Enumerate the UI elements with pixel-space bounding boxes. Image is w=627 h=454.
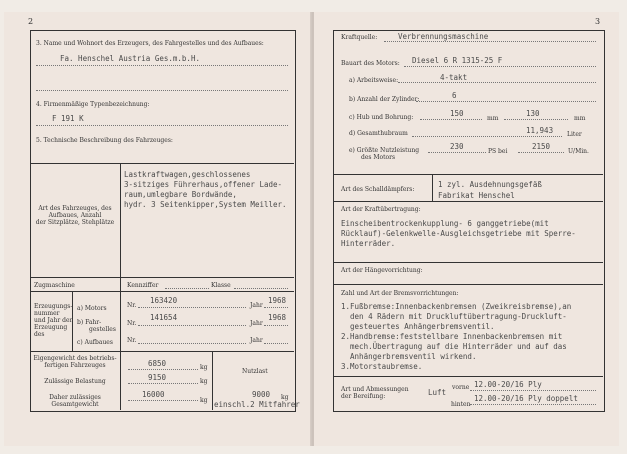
nr-label: Nr. <box>127 337 137 344</box>
klasse-label: Klasse <box>211 282 231 289</box>
kg-unit: kg <box>200 364 208 371</box>
vehicle-type-value-line: Lastkraftwagen,geschlossenes <box>124 170 251 179</box>
dotted-line <box>470 390 596 391</box>
kg-unit: kg <box>281 394 289 401</box>
dotted-line <box>138 325 246 326</box>
manufacturer-value: Fa. Henschel Austria Ges.m.b.H. <box>60 54 200 63</box>
power-ps-value: 230 <box>450 142 464 151</box>
dotted-line <box>36 90 288 91</box>
brakes-value-line: 1.Fußbremse:Innenbackenbremsen (Zweikreisbremse),an <box>341 302 572 311</box>
brakes-value-line: 2.Handbremse:feststellbare Innenbackenbremsen mit <box>341 332 563 341</box>
power-label: e) Größte Nutzleistung des Motors <box>349 147 420 161</box>
empty-weight-value: 6850 <box>148 359 167 368</box>
rule <box>333 174 603 175</box>
rear-tire-value: 12.00-20/16 Ply doppelt <box>474 394 578 403</box>
tires-luft: Luft <box>428 388 447 397</box>
kg-unit: kg <box>200 397 208 404</box>
jahr-label: Jahr <box>250 320 263 327</box>
brakes-value-line: den 4 Rädern mit Druckluftübertragung-Druckluft- <box>341 312 567 321</box>
front-tire-label: vorne <box>452 384 470 391</box>
dotted-line <box>428 152 486 153</box>
transmission-label: Art der Kraftübertragung: <box>341 206 421 213</box>
nr-label: Nr. <box>127 302 137 309</box>
brakes-value-line: gesteuertes Anhängerbremsventil. <box>341 322 495 331</box>
tires-label: Art und Abmessungen der Bereifung: <box>341 386 409 400</box>
rule <box>120 163 121 410</box>
front-tire-value: 12.00-20/16 Ply <box>474 380 542 389</box>
working-mode-label: a) Arbeitsweise: <box>349 77 399 84</box>
suspension-label: Art der Hängevorrichtung: <box>341 267 423 274</box>
load-label: Zulässige Belastung <box>44 378 106 385</box>
rule <box>333 284 603 285</box>
rule <box>212 351 213 410</box>
muffler-value-line: Fabrikat Henschel <box>438 191 515 200</box>
chassis-number: 141654 <box>150 313 178 322</box>
production-number-label: Erzeugungs- nummer und Jahr der Erzeugung des <box>34 303 73 338</box>
dotted-line <box>138 307 246 308</box>
dotted-line <box>404 66 596 67</box>
dotted-line <box>234 288 288 289</box>
rule <box>30 277 294 278</box>
engine-type-value: Diesel 6 R 1315-25 F <box>412 56 503 65</box>
transmission-value-line: Rücklauf)-Gelenkwelle-Ausgleichsgetriebe mit Sperre- <box>341 229 576 238</box>
dotted-line <box>504 119 568 120</box>
kennziffer-label: Kennziffer <box>127 282 159 289</box>
dotted-line <box>128 383 198 384</box>
vehicle-type-label: Art des Fahrzeuges, des Aufbaues, Anzahl der Sitzplätze, Stehplätze <box>35 205 115 226</box>
muffler-label: Art des Schalldämpfers: <box>341 186 415 193</box>
power-source-value: Verbrennungsmaschine <box>398 32 489 41</box>
power-rpm-value: 2150 <box>532 142 551 151</box>
zugmaschine-label: Zugmaschine <box>34 282 75 289</box>
dotted-line <box>518 152 564 153</box>
brakes-value-line: mech.Übertragung auf die Hinterräder und auf das <box>341 342 567 351</box>
nr-label: Nr. <box>127 320 137 327</box>
motor-year: 1968 <box>268 296 287 305</box>
dotted-line <box>420 119 482 120</box>
motor-number: 163420 <box>150 296 178 305</box>
rear-tire-label: hinten <box>451 401 471 408</box>
dotted-line <box>416 101 596 102</box>
rule <box>30 291 294 292</box>
vehicle-type-value-line: hydr. 3 Seitenkipper,System Meiller. <box>124 200 287 209</box>
type-designation-value: F 191 K <box>52 114 84 123</box>
left-page-number: 2 <box>28 17 34 26</box>
dotted-line <box>138 343 246 344</box>
dotted-line <box>264 307 288 308</box>
vehicle-type-value-line: 3-sitziges Führerhaus,offener Lade- <box>124 180 283 189</box>
power-source-label: Kraftquelle: <box>341 34 378 41</box>
engine-type-label: Bauart des Motors: <box>341 60 400 67</box>
displacement-label: d) Gesamthubraum <box>349 130 408 137</box>
mm-unit: mm <box>574 115 586 122</box>
rule <box>333 201 603 202</box>
muffler-value-line: 1 zyl. Ausdehnungsgefäß <box>438 180 542 189</box>
dotted-line <box>165 288 209 289</box>
rule <box>30 351 294 352</box>
brakes-label: Zahl und Art der Bremsvorrichtungen: <box>341 290 459 297</box>
total-weight-value: 16000 <box>142 390 165 399</box>
stroke-value: 150 <box>450 109 464 118</box>
type-designation-label: 4. Firmenmäßige Typenbezeichnung: <box>36 101 150 108</box>
transmission-value-line: Einscheibentrockenkupplung- 6 ganggetriebe(mit <box>341 219 549 228</box>
displacement-value: 11,943 <box>526 126 554 135</box>
transmission-value-line: Hinterräder. <box>341 239 396 248</box>
chassis-year: 1968 <box>268 313 287 322</box>
load-value: 9150 <box>148 373 167 382</box>
working-mode-value: 4-takt <box>440 73 468 82</box>
dotted-line <box>264 343 288 344</box>
row-motor-label: a) Motors <box>77 305 107 312</box>
right-page-number: 3 <box>595 17 601 26</box>
manufacturer-label: 3. Name und Wohnort des Erzeugers, des Fahrgestelles und des Aufbaues: <box>36 40 264 47</box>
dotted-line <box>128 400 198 401</box>
vehicle-type-value-line: raum,umlegbare Bordwände, <box>124 190 237 199</box>
rule <box>333 262 603 263</box>
dotted-line <box>412 136 562 137</box>
dotted-line <box>36 65 288 66</box>
brakes-value-line: Anhängerbremsventil wirkend. <box>341 352 477 361</box>
dotted-line <box>36 125 288 126</box>
mm-unit: mm <box>487 115 499 122</box>
rpm-unit: U/Min. <box>568 148 589 155</box>
dotted-line <box>398 82 596 83</box>
empty-weight-label: Eigengewicht des betriebs- fertigen Fahrzeuges <box>33 355 117 369</box>
cylinders-label: b) Anzahl der Zylinder: <box>349 96 420 103</box>
kg-unit: kg <box>200 378 208 385</box>
payload-label: Nutzlast <box>242 368 268 375</box>
liter-unit: Liter <box>567 131 582 138</box>
row-chassis-label: b) Fahr- gestelles <box>77 319 116 333</box>
stroke-bore-label: c) Hub und Bohrung: <box>349 114 414 121</box>
cylinders-value: 6 <box>452 91 457 100</box>
total-weight-label: Daher zulässiges Gesamtgewicht <box>49 394 101 408</box>
dotted-line <box>470 404 596 405</box>
rule <box>30 163 294 164</box>
row-body-label: c) Aufbaues <box>77 339 113 346</box>
tech-description-label: 5. Technische Beschreibung des Fahrzeuges: <box>36 137 173 144</box>
brakes-value-line: 3.Motorstaubremse. <box>341 362 423 371</box>
bore-value: 130 <box>526 109 540 118</box>
rule <box>432 174 433 201</box>
ps-unit: PS bei <box>488 148 508 155</box>
jahr-label: Jahr <box>250 337 263 344</box>
dotted-line <box>264 325 288 326</box>
payload-value: 9000 <box>252 390 271 399</box>
jahr-label: Jahr <box>250 302 263 309</box>
payload-note: einschl.2 Mitfahrer <box>214 400 300 409</box>
dotted-line <box>128 369 198 370</box>
rule <box>333 376 603 377</box>
dotted-line <box>384 41 596 42</box>
